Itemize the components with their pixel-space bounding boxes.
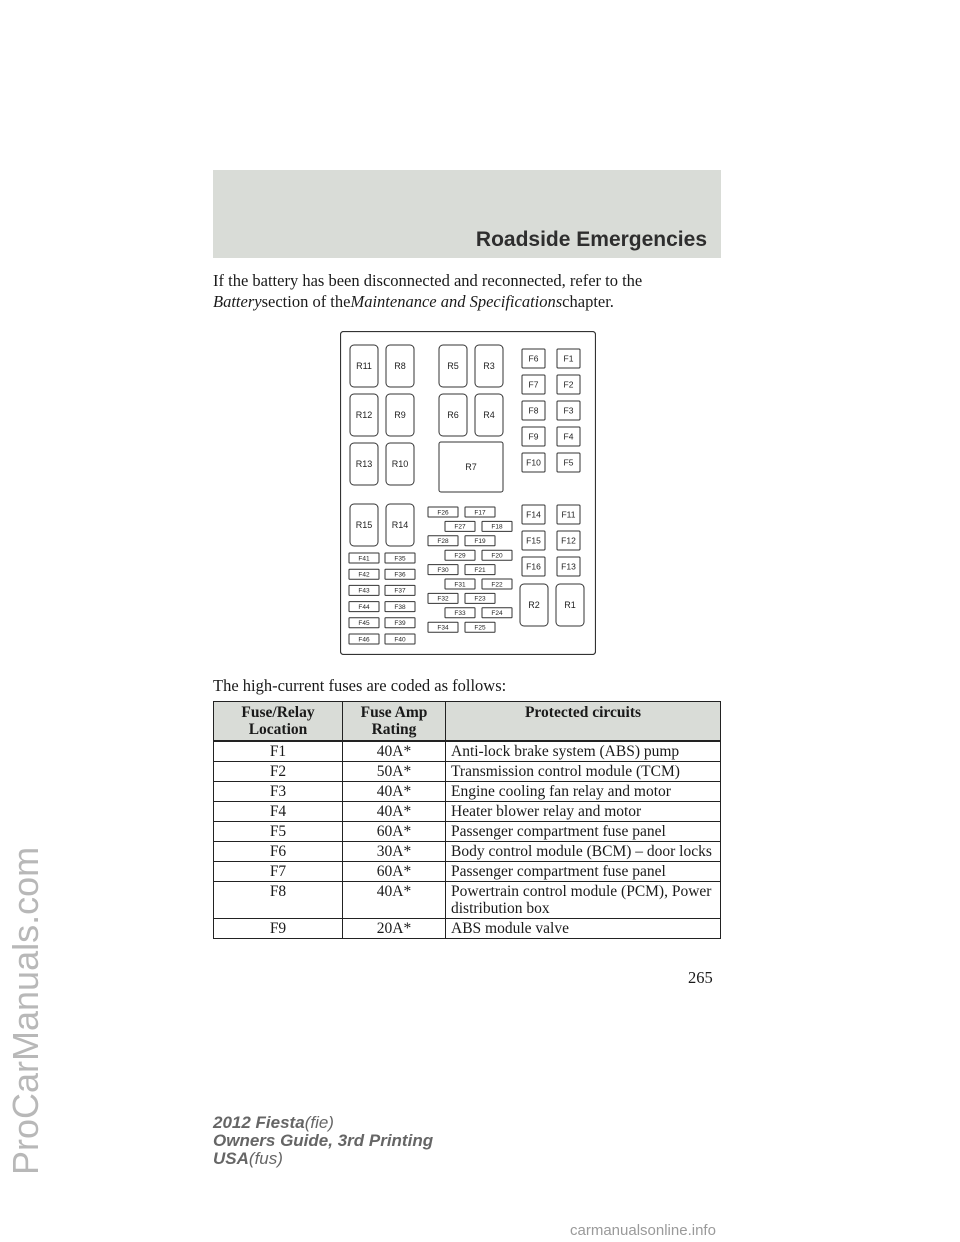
relay-r3-label: R3	[483, 361, 495, 372]
header-location: Fuse/Relay Location	[214, 702, 343, 742]
footer-market: USA	[213, 1149, 249, 1168]
fuse-f35-label: F35	[394, 555, 406, 563]
table-row	[214, 741, 721, 762]
fuse-f45-label: F45	[358, 620, 370, 628]
fuse-location: F6	[214, 842, 343, 862]
relay-r7-label: R7	[465, 462, 477, 473]
relay-r15-label: R15	[355, 520, 373, 531]
fuse-location: F3	[214, 782, 343, 802]
fuse-location: F2	[214, 762, 343, 782]
section-title: Roadside Emergencies	[475, 228, 707, 251]
fuse-location: F5	[214, 822, 343, 842]
fuse-f23-label: F23	[474, 595, 486, 603]
fuse-f34-label: F34	[437, 624, 449, 632]
relay-r5-label: R5	[447, 361, 459, 372]
side-watermark	[4, 190, 48, 1190]
fuse-f4-label: F4	[563, 431, 574, 442]
fuse-f22-label: F22	[491, 581, 503, 589]
fuse-circuit: Passenger compartment fuse panel	[446, 822, 721, 842]
fuse-f44-label: F44	[358, 603, 370, 611]
fuse-circuit: ABS module valve	[446, 919, 721, 939]
footer-model: 2012 Fiesta	[213, 1113, 305, 1132]
fuse-f38-label: F38	[394, 603, 406, 611]
fuse-f17-label: F17	[474, 509, 486, 517]
fuse-f42-label: F42	[358, 571, 370, 579]
fuse-f41-label: F41	[358, 555, 370, 563]
fuse-location: F1	[214, 741, 343, 762]
fuse-f3-label: F3	[563, 405, 574, 416]
relay-r9-label: R9	[394, 410, 406, 421]
fuse-f7-label: F7	[528, 379, 539, 390]
fuse-f10-label: F10	[526, 457, 541, 468]
fuse-f43-label: F43	[358, 587, 370, 595]
fuse-circuit: Powertrain control module (PCM), Power distribution box	[446, 882, 721, 919]
fuse-rating: 60A*	[343, 862, 446, 882]
fuse-circuit: Anti-lock brake system (ABS) pump	[446, 741, 721, 762]
fuse-f20-label: F20	[491, 552, 503, 560]
fuse-location: F9	[214, 919, 343, 939]
relay-r10-label: R10	[391, 459, 409, 470]
fuse-f29-label: F29	[454, 552, 466, 560]
relay-r11-label: R11	[356, 361, 372, 372]
fuse-f19-label: F19	[474, 538, 486, 546]
page-number: 265	[688, 968, 713, 987]
fuse-rating: 50A*	[343, 762, 446, 782]
relay-r14-label: R14	[391, 520, 409, 531]
fuse-f11-label: F11	[561, 509, 576, 520]
table-row	[214, 882, 721, 919]
fuse-circuit: Heater blower relay and motor	[446, 802, 721, 822]
fuse-f40-label: F40	[394, 636, 406, 644]
fuse-f16-label: F16	[526, 561, 541, 572]
fuse-rating: 40A*	[343, 782, 446, 802]
fuse-rating: 40A*	[343, 741, 446, 762]
fuse-f27-label: F27	[454, 523, 466, 531]
fuse-f33-label: F33	[454, 610, 466, 618]
fuse-f31-label: F31	[454, 581, 466, 589]
fuse-f5-label: F5	[563, 457, 574, 468]
fuse-f1-label: F1	[563, 353, 574, 364]
table-header-row	[214, 702, 721, 742]
fuse-f37-label: F37	[394, 587, 406, 595]
table-row	[214, 802, 721, 822]
fuse-f13-label: F13	[561, 561, 576, 572]
fuse-circuit: Body control module (BCM) – door locks	[446, 842, 721, 862]
fuse-circuit: Transmission control module (TCM)	[446, 762, 721, 782]
table-row	[214, 919, 721, 939]
fuse-f28-label: F28	[437, 538, 449, 546]
table-row	[214, 762, 721, 782]
battery-ref: Battery	[213, 292, 262, 311]
fuse-location: F8	[214, 882, 343, 919]
intro-section-of: section of the	[261, 292, 351, 311]
fuse-f12-label: F12	[561, 535, 576, 546]
intro-chapter: chapter.	[562, 292, 614, 311]
section-header-band	[213, 170, 721, 258]
footer-edition	[213, 1114, 433, 1168]
fuse-f30-label: F30	[437, 566, 449, 574]
fuse-f14-label: F14	[526, 509, 541, 520]
maintenance-ref: Maintenance and Specifications	[350, 292, 563, 311]
footer-printing: Owners Guide, 3rd Printing	[213, 1131, 434, 1150]
fuse-f15-label: F15	[526, 535, 541, 546]
fuse-location: F7	[214, 862, 343, 882]
table-row	[214, 842, 721, 862]
fuse-box-diagram	[340, 331, 596, 655]
fuse-rating: 40A*	[343, 882, 446, 919]
fuse-location: F4	[214, 802, 343, 822]
relay-r12-label: R12	[355, 410, 373, 421]
relay-r6-label: R6	[447, 410, 459, 421]
fuse-rating: 40A*	[343, 802, 446, 822]
fuse-table	[213, 701, 721, 939]
fuse-circuit: Engine cooling fan relay and motor	[446, 782, 721, 802]
relay-r1-label: R1	[564, 600, 576, 611]
relay-r13-label: R13	[355, 459, 373, 470]
footer-market-code: (fus)	[248, 1149, 283, 1168]
fuse-rating: 60A*	[343, 822, 446, 842]
intro-paragraph	[213, 270, 723, 312]
fuse-f46-label: F46	[358, 636, 370, 644]
fuse-f6-label: F6	[528, 353, 539, 364]
table-caption: The high-current fuses are coded as follows:	[213, 676, 507, 695]
relay-r2-label: R2	[528, 600, 540, 611]
fuse-f8-label: F8	[528, 405, 539, 416]
fuse-f18-label: F18	[491, 523, 503, 531]
footer-model-code: (fie)	[304, 1113, 334, 1132]
side-watermark-text: ProCarManuals.com	[5, 846, 46, 1175]
fuse-f25-label: F25	[474, 624, 486, 632]
relay-r8-label: R8	[394, 361, 406, 372]
fuse-f2-label: F2	[563, 379, 574, 390]
fuse-f24-label: F24	[491, 610, 503, 618]
bottom-watermark: carmanualsonline.info	[570, 1222, 716, 1239]
relay-r4-label: R4	[483, 410, 495, 421]
fuse-f26-label: F26	[437, 509, 449, 517]
fuse-f21-label: F21	[474, 566, 486, 574]
fuse-f36-label: F36	[394, 571, 406, 579]
fuse-circuit: Passenger compartment fuse panel	[446, 862, 721, 882]
fuse-f39-label: F39	[394, 620, 406, 628]
fuse-f9-label: F9	[528, 431, 539, 442]
table-row	[214, 862, 721, 882]
header-circuits: Protected circuits	[446, 702, 721, 742]
intro-line-1: If the battery has been disconnected and reconnected, refer to the	[213, 271, 643, 290]
fuse-rating: 30A*	[343, 842, 446, 862]
table-row	[214, 782, 721, 802]
fuse-f32-label: F32	[437, 595, 449, 603]
header-rating: Fuse Amp Rating	[343, 702, 446, 742]
fuse-rating: 20A*	[343, 919, 446, 939]
table-row	[214, 822, 721, 842]
